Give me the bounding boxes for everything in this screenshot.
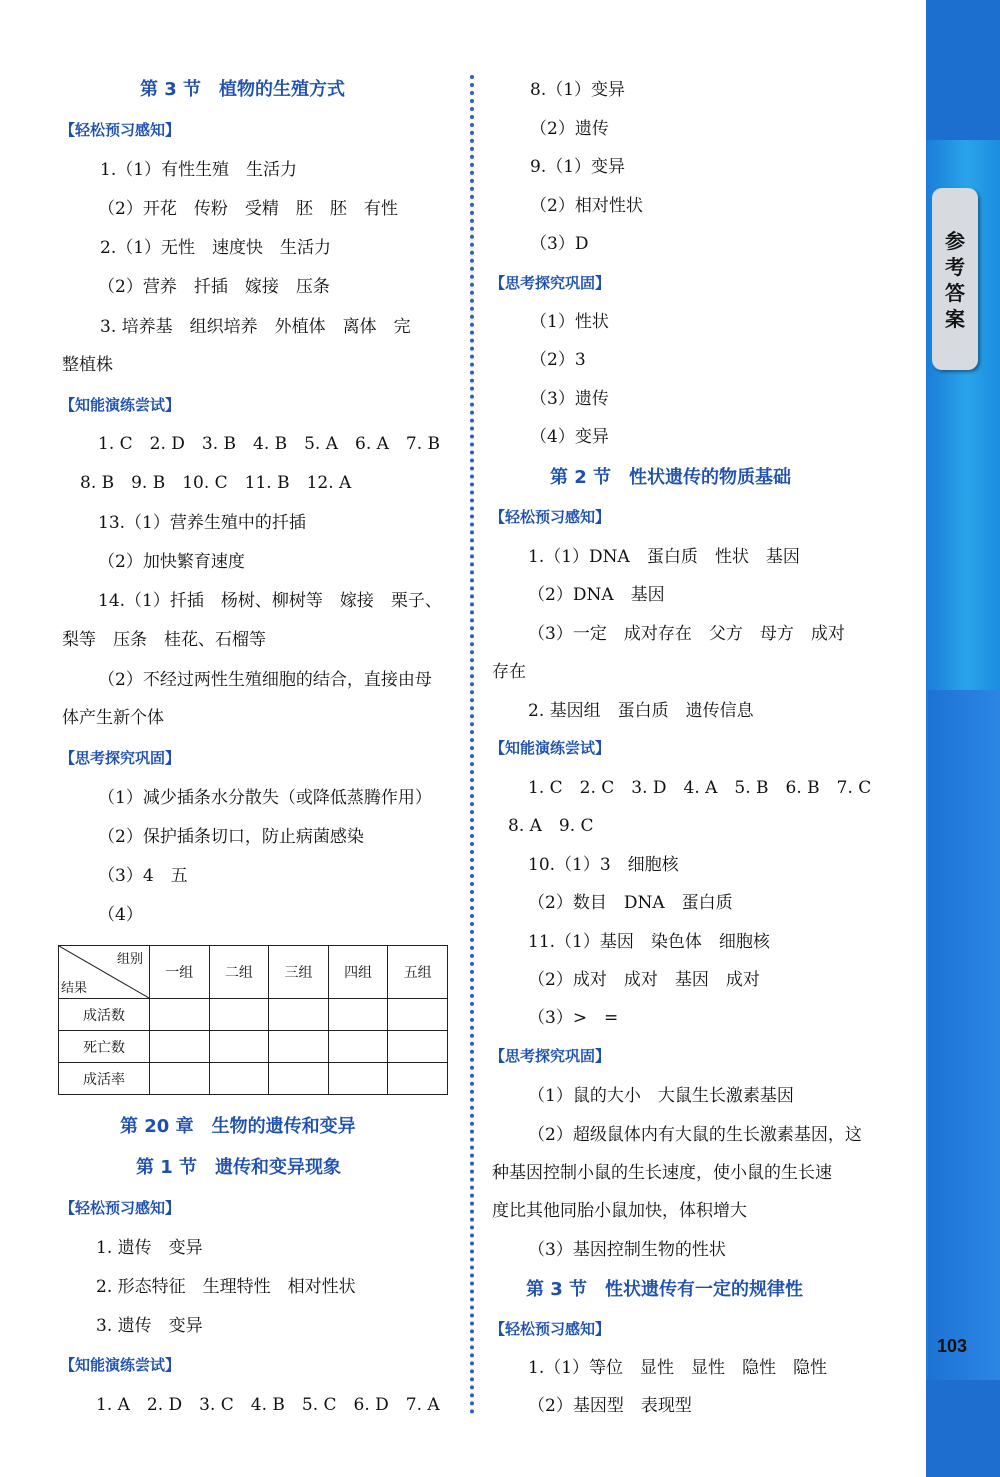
table-cell [269,1031,329,1063]
table-cell [269,1063,329,1095]
answer-line: （2）加快繁育速度 [98,552,245,572]
answer-line: （2）DNA 基因 [528,585,665,605]
answer-tab-label: 参考答案 [945,229,965,331]
answer-line: 3. 遗传 变异 [96,1316,203,1336]
table-col-header: 一组 [150,946,210,999]
table-corner-top: 组别 [116,952,143,967]
section-tag: 【知能演练尝试】 [60,1356,181,1374]
answer-line: （3）D [530,234,589,254]
page-number: 103 [937,1336,968,1356]
table-cell [209,999,269,1031]
table-col-header: 五组 [388,946,448,999]
answer-line: 11.（1）基因 染色体 细胞核 [528,932,770,952]
answer-line: （2）成对 成对 基因 成对 [528,970,760,990]
answer-line: 2.（1）无性 速度快 生活力 [100,238,332,258]
answer-line: 8.（1）变异 [530,80,626,100]
answer-line: 1. 遗传 变异 [96,1238,203,1258]
answer-line: 存在 [492,662,526,682]
section-tag: 【思考探究巩固】 [60,749,181,767]
section-tag: 【知能演练尝试】 [490,739,611,757]
answer-line: 1.（1）有性生殖 生活力 [100,160,298,180]
section-tag: 【知能演练尝试】 [60,396,181,414]
section-title: 第 1 节 遗传和变异现象 [136,1157,342,1178]
answer-line: 1. C 2. D 3. B 4. B 5. A 6. A 7. B [98,434,441,454]
section-tag: 【轻松预习感知】 [490,1320,611,1338]
answer-line: 1.（1）等位 显性 显性 隐性 隐性 [528,1358,828,1378]
side-band-lower [928,690,1000,1380]
answer-line: （3）4 五 [98,866,188,886]
answer-line: 种基因控制小鼠的生长速度，使小鼠的生长速 [492,1163,832,1183]
chapter-title: 第 20 章 生物的遗传和变异 [120,1116,356,1137]
table-cell [328,999,388,1031]
answer-line: （2）3 [530,350,586,370]
table-col-header: 二组 [209,946,269,999]
answer-line: 14.（1）扦插 杨树、柳树等 嫁接 栗子、 [98,591,442,611]
results-table [58,945,448,1095]
table-cell [209,1063,269,1095]
section-tag: 【轻松预习感知】 [490,508,611,526]
answer-line: （3）一定 成对存在 父方 母方 成对 [528,624,845,644]
table-corner-bottom: 结果 [61,981,88,996]
answer-line: 1. C 2. C 3. D 4. A 5. B 6. B 7. C [528,778,872,798]
answer-line: 2. 基因组 蛋白质 遗传信息 [528,701,754,721]
answer-line: 8. A 9. C [508,816,594,836]
answer-line: （3）基因控制生物的性状 [528,1240,726,1260]
table-cell [209,1031,269,1063]
table-cell [328,1031,388,1063]
table-cell [388,1063,448,1095]
table-row-header: 成活数 [59,999,150,1031]
table-cell [150,1063,210,1095]
answer-line: （2）开花 传粉 受精 胚 胚 有性 [98,199,398,219]
answer-line: （2）相对性状 [530,196,643,216]
answer-line: （2）基因型 表现型 [528,1396,692,1416]
section-tag: 【轻松预习感知】 [60,1199,181,1217]
section-tag: 【思考探究巩固】 [490,274,611,292]
answer-line: （2）数目 DNA 蛋白质 [528,893,733,913]
table-cell [150,1031,210,1063]
answer-line: （2）超级鼠体内有大鼠的生长激素基因，这 [528,1125,862,1145]
answer-line: 9.（1）变异 [530,157,626,177]
section-title: 第 2 节 性状遗传的物质基础 [550,467,792,488]
answer-line: 8. B 9. B 10. C 11. B 12. A [80,473,352,493]
answer-line: （1）减少插条水分散失（或降低蒸腾作用） [98,788,432,808]
table-cell [388,999,448,1031]
table-cell [328,1063,388,1095]
side-band-bottom [926,1380,1000,1477]
section-tag: 【轻松预习感知】 [60,121,181,139]
section-tag: 【思考探究巩固】 [490,1047,611,1065]
answer-line: 体产生新个体 [62,708,164,728]
answer-line: （1）鼠的大小 大鼠生长激素基因 [528,1086,794,1106]
table-cell [269,999,329,1031]
answer-line: （1）性状 [530,312,609,332]
answer-line: 整植株 [62,355,113,375]
answer-line: （3）> = [528,1008,619,1028]
answer-line: （4） [98,905,143,925]
answer-line: （3）遗传 [530,389,609,409]
answer-line: （2）保护插条切口，防止病菌感染 [98,827,364,847]
answer-line: 1.（1）DNA 蛋白质 性状 基因 [528,547,800,567]
section-title: 第 3 节 性状遗传有一定的规律性 [526,1279,804,1300]
answer-line: 3. 培养基 组织培养 外植体 离体 完 [100,317,411,337]
table-corner-cell [59,946,150,999]
column-divider [470,75,474,1415]
answer-line: 2. 形态特征 生理特性 相对性状 [96,1277,356,1297]
table-col-header: 三组 [269,946,329,999]
table-row-header: 死亡数 [59,1031,150,1063]
answer-line: 度比其他同胎小鼠加快，体积增大 [492,1201,747,1221]
table-row-header: 成活率 [59,1063,150,1095]
answer-line: 10.（1）3 细胞核 [528,855,679,875]
table-col-header: 四组 [328,946,388,999]
table-cell [150,999,210,1031]
answer-line: （4）变异 [530,427,609,447]
answer-line: （2）营养 扦插 嫁接 压条 [98,277,330,297]
section-title: 第 3 节 植物的生殖方式 [140,79,346,100]
answer-line: 1. A 2. D 3. C 4. B 5. C 6. D 7. A [96,1395,440,1415]
answer-line: 13.（1）营养生殖中的扦插 [98,513,306,533]
table-cell [388,1031,448,1063]
side-band-top [926,0,1000,140]
answer-line: 梨等 压条 桂花、石榴等 [62,630,266,650]
answer-line: （2）遗传 [530,119,609,139]
answer-line: （2）不经过两性生殖细胞的结合，直接由母 [98,670,432,690]
